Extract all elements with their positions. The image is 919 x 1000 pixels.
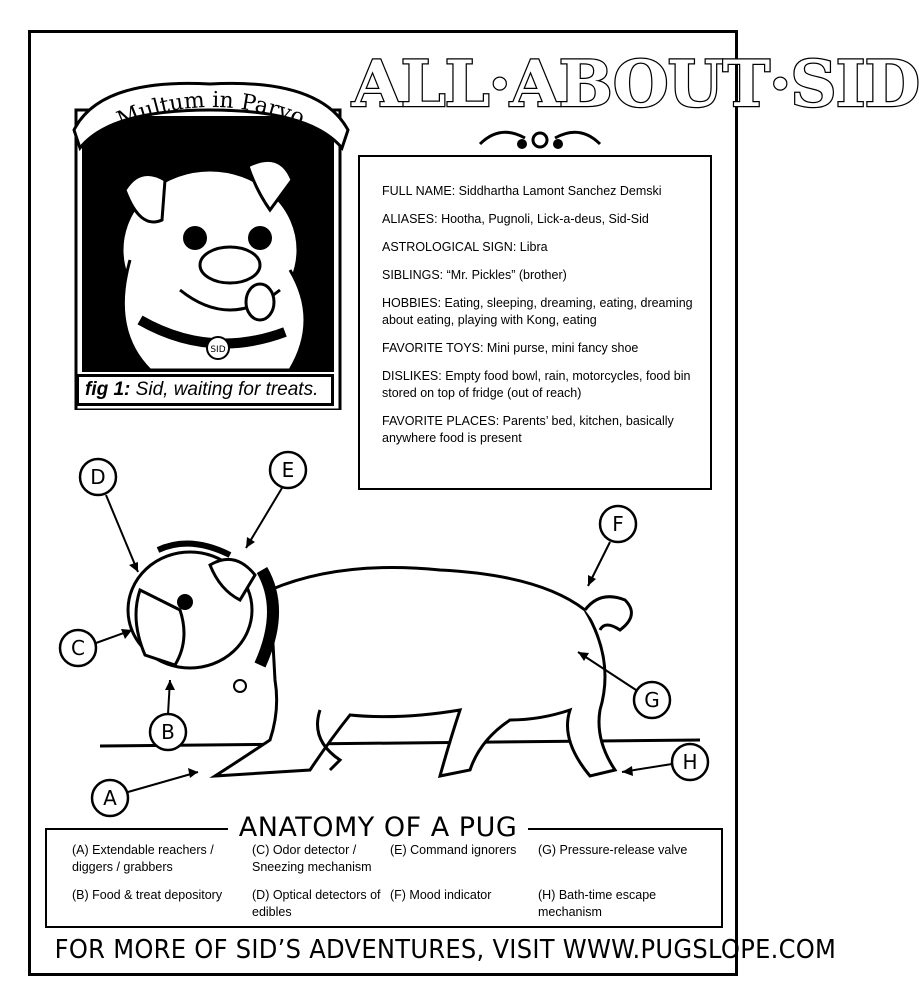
svg-text:B: B — [161, 720, 175, 744]
svg-text:E: E — [281, 458, 295, 482]
sid-portrait — [70, 70, 360, 410]
banner-motto: Multum in Parvo. — [113, 87, 315, 134]
callout-a — [92, 768, 198, 816]
dog-tag-label: SID — [210, 345, 226, 355]
svg-text:A: A — [103, 786, 117, 810]
anatomy-title: ANATOMY OF A PUG — [228, 808, 528, 848]
pug-anatomy-illustration — [40, 440, 730, 820]
callout-d — [80, 459, 138, 572]
svg-text:F: F — [612, 512, 624, 536]
fact-aliases: ALIASES: Hootha, Pugnoli, Lick-a-deus, Sid-Sid — [382, 212, 649, 226]
portrait-caption — [76, 374, 334, 406]
footer-visit-link: FOR MORE OF SID’S ADVENTURES, VISIT WWW.PUGSLOPE.COM — [54, 935, 837, 965]
page-title: ALL·ABOUT·SID — [352, 47, 919, 122]
legend-c: (C) Odor detector / Sneezing mechanism — [252, 843, 372, 874]
callout-b — [150, 680, 186, 750]
fact-full-name: FULL NAME: Siddhartha Lamont Sanchez Demski — [382, 184, 662, 198]
callout-e — [246, 452, 306, 548]
svg-text:C: C — [71, 636, 85, 660]
legend-g: (G) Pressure-release valve — [538, 843, 688, 857]
svg-text:D: D — [90, 465, 106, 489]
legend-e: (E) Command ignorers — [390, 843, 517, 857]
fact-favorite-toys: FAVORITE TOYS: Mini purse, mini fancy shoe — [382, 341, 639, 355]
fact-astrological-sign: ASTROLOGICAL SIGN: Libra — [382, 240, 548, 254]
legend-a: (A) Extendable reachers / diggers / grabbers — [72, 843, 214, 874]
legend-b: (B) Food & treat depository — [72, 888, 223, 902]
portrait-dog — [122, 160, 305, 370]
fact-favorite-places: FAVORITE PLACES: Parents’ bed, kitchen, basically anywhere food is present — [382, 414, 674, 445]
legend-d: (D) Optical detectors of edibles — [252, 888, 381, 919]
callout-f — [588, 506, 636, 586]
svg-text:H: H — [682, 750, 698, 774]
title-ornament — [470, 124, 610, 156]
callout-h — [622, 744, 708, 780]
caption-fig-label: fig 1: — [85, 379, 131, 400]
fact-siblings: SIBLINGS: “Mr. Pickles” (brother) — [382, 268, 567, 282]
caption-text: Sid, waiting for treats. — [135, 379, 319, 400]
legend-h: (H) Bath-time escape mechanism — [538, 888, 657, 919]
svg-text:G: G — [644, 688, 660, 712]
legend-f: (F) Mood indicator — [390, 888, 492, 902]
fact-dislikes: DISLIKES: Empty food bowl, rain, motorcycles, food bin stored on top of fridge (out of reach) — [382, 369, 691, 400]
ground-line — [100, 740, 700, 746]
callout-c — [60, 629, 132, 666]
fact-hobbies: HOBBIES: Eating, sleeping, dreaming, eating, dreaming about eating, playing with Kong, eating — [382, 296, 693, 327]
